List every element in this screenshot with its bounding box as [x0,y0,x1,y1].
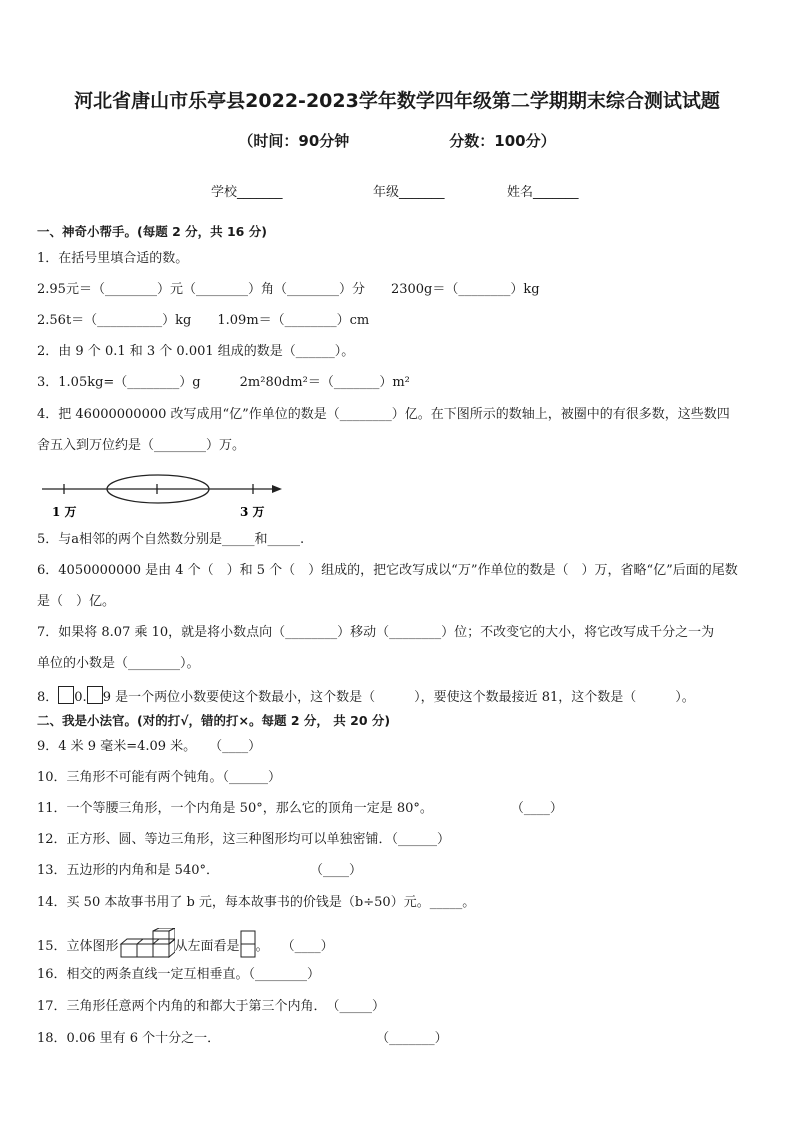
exam-subtitle [0,130,794,151]
question-12: 12．正方形、圆、等边三角形，这三种图形均可以单独密铺．（______） [37,832,451,847]
page-title: 河北省唐山市乐亭县2022-2023学年数学四年级第二学期期末综合测试试题 [74,90,720,112]
question-17: 17．三角形任意两个内角的和都大于第三个内角． （_____） [37,999,386,1014]
q15-middle: 从左面看是 [174,939,240,954]
question-15 [37,928,334,964]
question-1b: 2.56t＝（__________）kg 1.09m＝（________）cm [37,313,370,328]
question-1a: 2.95元＝（________）元（________）角（________）分 2300g＝（________）kg [37,282,540,297]
question-8 [37,686,695,707]
question-5: 5．与a相邻的两个自然数分别是_____和_____. [37,532,305,547]
number-line-figure [40,472,300,524]
left-view-icon [240,930,256,958]
digit-box-1 [58,686,74,704]
left-view-figure [240,930,256,964]
name-field: 姓名_______ [507,185,579,200]
q8-text: 9 是一个两位小数要使这个数最小，这个数是（ ），要使这个数最接近 81，这个数是（ ）。 [102,690,695,705]
q8-decimal: 0. [74,690,87,705]
time-label: （时间：90分钟 [238,132,350,150]
question-4-line1: 4．把 46000000000 改写成用“亿”作单位的数是（________）亿。在下图所示的数轴上，被圈中的有很多数，这些数四 [37,407,730,422]
score-label: 分数：100分） [449,132,556,150]
cube-figure [119,928,175,964]
question-18: 18．0.06 里有 6 个十分之一． （_______） [37,1031,448,1046]
q8-number: 8． [37,690,59,705]
digit-box-2 [87,686,103,704]
question-10: 10．三角形不可能有两个钝角。（______） [37,770,282,785]
question-2: 2．由 9 个 0.1 和 3 个 0.001 组成的数是（______）。 [37,344,355,359]
question-16: 16．相交的两条直线一定互相垂直。（________） [37,967,321,982]
question-13: 13．五边形的内角和是 540°． （____） [37,863,362,878]
label-1-wan: 1 万 [52,505,77,519]
q15-suffix: 。 （____） [255,939,334,954]
question-1: 1．在括号里填合适的数。 [37,251,189,266]
question-7-line2: 单位的小数是（________）。 [37,656,200,671]
question-7-line1: 7．如果将 8.07 乘 10，就是将小数点向（________）移动（________）位；不改变它的大小，将它改写成千分之一为 [37,625,715,640]
question-11: 11．一个等腰三角形，一个内角是 50°，那么它的顶角一定是 80°。 （____） [37,801,563,816]
school-field: 学校_______ [211,185,283,200]
section-1-heading: 一、神奇小帮手。(每题 2 分，共 16 分) [37,224,267,239]
cube-figure-icon [119,928,175,958]
number-line-svg [40,472,300,520]
question-6-line1: 6．4050000000 是由 4 个（ ）和 5 个（ ）组成的，把它改写成以“万”作单位的数是（ ）万，省略“亿”后面的尾数 [37,563,738,578]
question-3: 3．1.05kg=（________）g 2m²80dm²＝（_______）m² [37,375,410,390]
grade-field: 年级_______ [373,185,445,200]
q15-prefix: 15．立体图形 [37,939,119,954]
question-14: 14．买 50 本故事书用了 b 元，每本故事书的价钱是（b÷50）元。_____。 [37,895,476,910]
question-9: 9．4 米 9 毫米=4.09 米。 （____） [37,739,262,754]
question-4-line2: 舍五入到万位约是（________）万。 [37,438,246,453]
section-2-heading: 二、我是小法官。(对的打√，错的打×。每题 2 分， 共 20 分) [37,713,391,728]
question-6-line2: 是（ ）亿。 [37,594,116,609]
arrow-head-icon [272,485,282,493]
label-3-wan: 3 万 [240,505,265,519]
